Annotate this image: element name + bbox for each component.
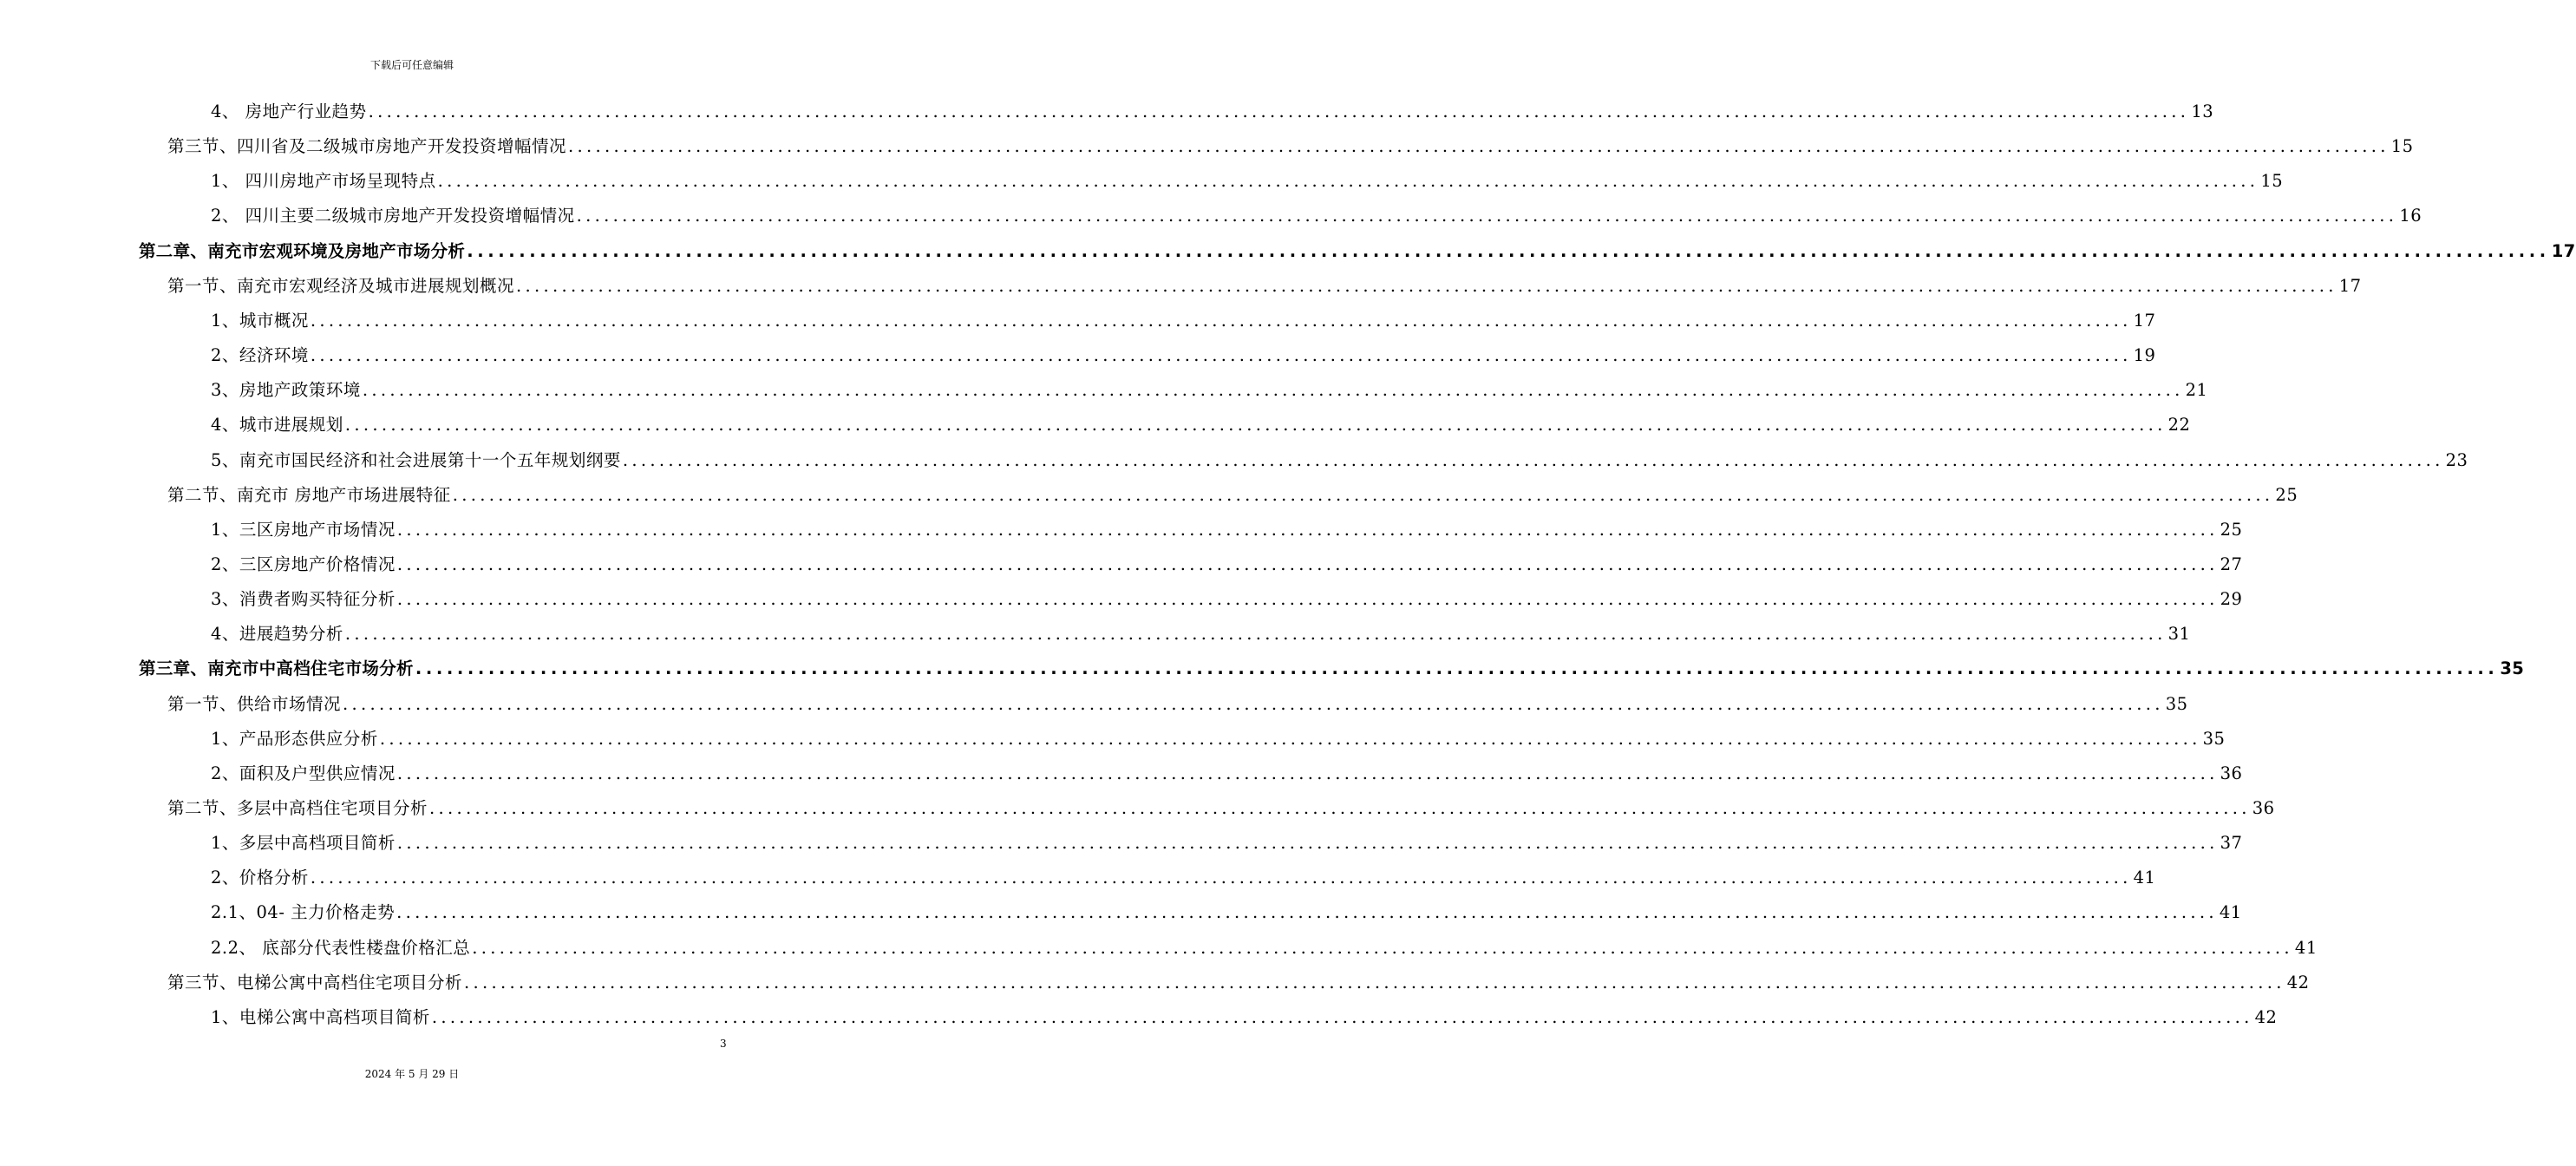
toc-leader-dots: ........................................................................................................................................................................................................: [344, 415, 2167, 436]
toc-chapter-entry[interactable]: [139, 238, 2576, 272]
toc-entry-page: 15: [2260, 171, 2284, 192]
toc-entry-page: 17: [2551, 240, 2576, 261]
toc-subsection-entry[interactable]: [211, 864, 2156, 899]
toc-entry-label: 2、价格分析: [211, 868, 309, 888]
toc-entry-label: 第二章、南充市宏观环境及房地产市场分析: [139, 240, 466, 261]
toc-entry-page: 23: [2445, 449, 2468, 470]
toc-leader-dots: ........................................................................................................................................................................................................: [362, 380, 2184, 401]
toc-leader-dots: ........................................................................................................................................................................................................: [452, 484, 2274, 505]
toc-entry-label: 第三节、四川省及二级城市房地产开发投资增幅情况: [167, 136, 567, 157]
toc-entry-page: 36: [2220, 763, 2243, 783]
toc-leader-dots: ........................................................................................................................................................................................................: [344, 624, 2167, 645]
toc-subsection-entry[interactable]: [211, 829, 2243, 864]
toc-subsection-entry[interactable]: [211, 516, 2243, 551]
toc-entry-label: 1、三区房地产市场情况: [211, 519, 396, 540]
toc-leader-dots: ........................................................................................................................................................................................................: [467, 240, 2550, 261]
toc-subsection-entry[interactable]: [211, 1004, 2278, 1038]
toc-subsection-entry[interactable]: [211, 202, 2422, 237]
toc-entry-page: 42: [2254, 1006, 2278, 1027]
toc-subsection-entry[interactable]: [211, 620, 2191, 655]
toc-entry-page: 37: [2220, 833, 2243, 854]
toc-entry-label: 第二节、多层中高档住宅项目分析: [167, 798, 428, 818]
toc-entry-label: 第一节、南充市宏观经济及城市进展规划概况: [167, 275, 515, 296]
toc-entry-label: 2、经济环境: [211, 345, 309, 366]
toc-entry-page: 17: [2133, 310, 2156, 331]
toc-entry-label: 1、城市概况: [211, 310, 309, 331]
toc-leader-dots: ........................................................................................................................................................................................................: [310, 345, 2132, 366]
toc-section-entry[interactable]: [167, 133, 2414, 167]
toc-leader-dots: ........................................................................................................................................................................................................: [415, 658, 2499, 679]
toc-entry-label: 1、电梯公寓中高档项目简析: [211, 1006, 430, 1027]
toc-entry-label: 1、产品形态供应分析: [211, 728, 378, 749]
toc-leader-dots: ........................................................................................................................................................................................................: [396, 833, 2219, 854]
toc-subsection-entry[interactable]: [211, 725, 2226, 760]
toc-entry-label: 2、 四川主要二级城市房地产开发投资增幅情况: [211, 206, 575, 226]
toc-entry-label: 第一节、供给市场情况: [167, 693, 342, 714]
toc-leader-dots: ........................................................................................................................................................................................................: [431, 1006, 2253, 1027]
toc-entry-label: 5、南充市国民经济和社会进展第十一个五年规划纲要: [211, 449, 621, 470]
toc-entry-label: 第三节、电梯公寓中高档住宅项目分析: [167, 972, 463, 992]
toc-entry-label: 4、进展趋势分析: [211, 624, 343, 645]
toc-entry-page: 41: [2133, 868, 2156, 888]
toc-subsection-entry[interactable]: [211, 98, 2214, 133]
toc-entry-label: 1、 四川房地产市场呈现特点: [211, 171, 436, 192]
toc-leader-dots: ........................................................................................................................................................................................................: [379, 728, 2201, 749]
toc-entry-label: 4、 房地产行业趋势: [211, 102, 367, 121]
toc-leader-dots: ........................................................................................................................................................................................................: [396, 554, 2219, 574]
toc-leader-dots: ........................................................................................................................................................................................................: [396, 519, 2219, 540]
toc-entry-page: 42: [2286, 972, 2310, 992]
toc-section-entry[interactable]: [167, 969, 2310, 1004]
toc-subsection-entry[interactable]: [211, 411, 2191, 446]
toc-section-entry[interactable]: [167, 481, 2298, 516]
toc-subsection-entry[interactable]: [211, 167, 2284, 202]
toc-subsection-entry[interactable]: [211, 586, 2243, 620]
toc-entry-page: 21: [2185, 380, 2208, 401]
toc-entry-page: 35: [2500, 658, 2525, 679]
toc-entry-label: 2.2、 底部分代表性楼盘价格汇总: [211, 937, 471, 958]
toc-leader-dots: ........................................................................................................................................................................................................: [396, 902, 2218, 923]
toc-subsection-entry[interactable]: [211, 342, 2156, 377]
toc-leader-dots: ........................................................................................................................................................................................................: [343, 693, 2164, 714]
toc-entry-page: 25: [2220, 519, 2243, 540]
toc-entry-page: 17: [2338, 275, 2362, 296]
toc-entry-page: 31: [2167, 624, 2191, 645]
toc-leader-dots: ........................................................................................................................................................................................................: [429, 798, 2251, 818]
toc-subsection-entry[interactable]: [211, 934, 2318, 969]
toc-entry-page: 41: [2219, 902, 2242, 923]
page-footer-date: 2024 年 5 月 29 日: [364, 1068, 460, 1080]
toc-entry-page: 13: [2191, 102, 2214, 121]
toc-leader-dots: ........................................................................................................................................................................................................: [437, 171, 2259, 192]
toc-leader-dots: ........................................................................................................................................................................................................: [568, 136, 2390, 157]
toc-entry-label: 3、房地产政策环境: [211, 380, 361, 401]
toc-chapter-entry[interactable]: [139, 655, 2525, 690]
page-number: 3: [720, 1038, 727, 1050]
toc-entry-label: 2.1、04- 主力价格走势: [211, 902, 396, 923]
toc-leader-dots: ........................................................................................................................................................................................................: [396, 763, 2219, 783]
toc-entry-page: 36: [2252, 798, 2275, 818]
toc-entry-label: 2、面积及户型供应情况: [211, 763, 396, 783]
toc-subsection-entry[interactable]: [211, 377, 2208, 411]
toc-subsection-entry[interactable]: [211, 447, 2468, 481]
toc-entry-page: 35: [2165, 693, 2188, 714]
toc-leader-dots: ........................................................................................................................................................................................................: [368, 102, 2190, 121]
toc-entry-page: 25: [2275, 484, 2298, 505]
toc-leader-dots: ........................................................................................................................................................................................................: [576, 206, 2398, 226]
toc-subsection-entry[interactable]: [211, 307, 2156, 342]
toc-leader-dots: ........................................................................................................................................................................................................: [622, 449, 2444, 470]
toc-entry-label: 1、多层中高档项目简析: [211, 833, 396, 854]
toc-entry-label: 第三章、南充市中高档住宅市场分析: [139, 658, 414, 679]
toc-entry-label: 4、城市进展规划: [211, 415, 343, 436]
toc-entry-label: 2、三区房地产价格情况: [211, 554, 396, 574]
toc-section-entry[interactable]: [167, 795, 2275, 829]
toc-subsection-entry[interactable]: [211, 760, 2243, 795]
toc-entry-page: 35: [2202, 728, 2226, 749]
toc-section-entry[interactable]: [167, 691, 2188, 725]
toc-entry-label: 第二节、南充市 房地产市场进展特征: [167, 484, 451, 505]
toc-leader-dots: ........................................................................................................................................................................................................: [396, 589, 2219, 610]
toc-entry-label: 3、消费者购买特征分析: [211, 589, 396, 610]
toc-entry-page: 41: [2294, 937, 2318, 958]
toc-entry-page: 15: [2390, 136, 2414, 157]
toc-subsection-entry[interactable]: [211, 551, 2243, 586]
toc-leader-dots: ........................................................................................................................................................................................................: [464, 972, 2285, 992]
toc-leader-dots: ........................................................................................................................................................................................................: [472, 937, 2293, 958]
toc-entry-page: 29: [2220, 589, 2243, 610]
toc-section-entry[interactable]: [167, 272, 2362, 307]
toc-leader-dots: ........................................................................................................................................................................................................: [310, 310, 2132, 331]
toc-entry-page: 27: [2220, 554, 2243, 574]
page-header: 下载后可任意编辑: [369, 59, 454, 71]
toc-entry-page: 19: [2133, 345, 2156, 366]
toc-entry-page: 22: [2167, 415, 2191, 436]
toc-subsection-entry[interactable]: [211, 899, 2242, 933]
toc-leader-dots: ........................................................................................................................................................................................................: [310, 868, 2132, 888]
toc-leader-dots: ........................................................................................................................................................................................................: [516, 275, 2337, 296]
toc-entry-page: 16: [2399, 206, 2422, 226]
